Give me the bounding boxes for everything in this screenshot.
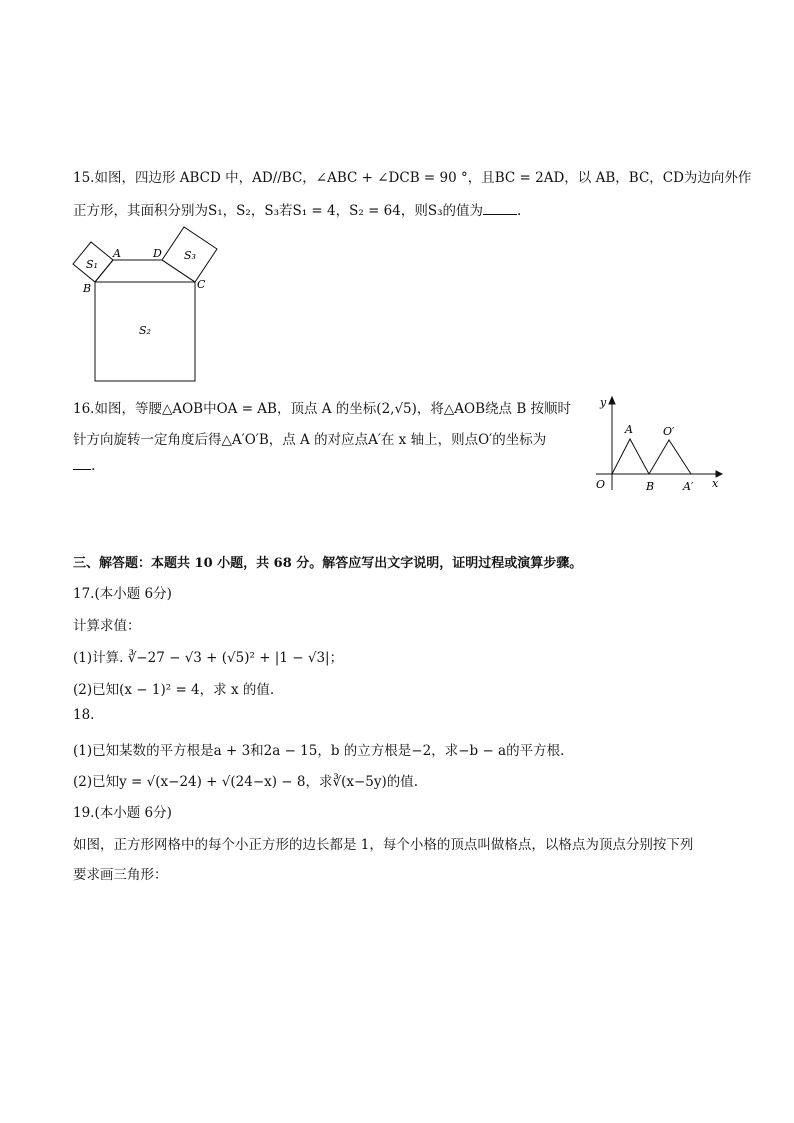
q16-tail: . [91,458,96,474]
q17-part2: (2)已知(x − 1)² = 4，求 x 的值. [73,682,275,698]
label-b: B [83,282,92,295]
label-a: A [625,423,633,436]
label-b: B [646,480,655,493]
label-x: x [712,477,719,490]
q15-line2 [73,199,521,219]
q19-header: 19.(本小题 6分) [73,805,172,821]
q16-line2: 针方向旋转一定角度后得△A′O′B，点 A 的对应点A′在 x 轴上，则点O′的坐标为 [73,432,547,448]
label-c: C [197,278,206,291]
q17-part1: (1)计算. ∛−27 − √3 + (√5)² + |1 − √3|； [73,650,344,666]
label-s3: S₃ [184,249,196,262]
q16-figure [592,394,726,496]
label-o: O [596,478,606,491]
answer-blank[interactable] [483,202,517,215]
triangle-aob [612,439,649,474]
q18-part1: (1)已知某数的平方根是a + 3和2a − 15，b 的立方根是−2，求−b − a的平方根. [73,743,565,759]
q19-line2: 要求画三角形： [73,867,168,883]
label-d: D [153,247,162,260]
q15-line1: 15.如图，四边形 ABCD 中，AD//BC，∠ABC + ∠DCB = 90 °，且BC = 2AD，以 AB，BC，CD为边向外作 [73,170,752,186]
q16-line1: 16.如图，等腰△AOB中OA = AB，顶点 A 的坐标(2,√5)，将△AOB绕点 B 按顺时 [73,401,572,417]
label-s2: S₂ [139,324,151,337]
y-axis-arrow [609,397,615,404]
q15-figure [66,222,226,386]
q17-header: 17.(本小题 6分) [73,586,172,602]
q18-header: 18. [73,707,95,723]
triangle-apopb [649,440,691,474]
q18-part2: (2)已知y = √(x−24) + √(24−x) − 8，求∛(x−5y)的值. [73,774,419,790]
label-s1: S₁ [86,258,98,271]
label-a-prime: A′ [683,480,694,493]
section-3-heading: 三、解答题：本题共 10 小题，共 68 分。解答应写出文字说明，证明过程或演算步骤。 [73,556,583,571]
q19-line1: 如图，正方形网格中的每个小正方形的边长都是 1，每个小格的顶点叫做格点，以格点为顶点分别按下列 [73,837,694,853]
q17-intro: 计算求值： [73,618,141,634]
answer-blank[interactable] [73,459,91,470]
q15-line2-text: 正方形，其面积分别为S₁，S₂，S₃若S₁ = 4，S₂ = 64，则S₃的值为 [73,203,484,219]
label-a: A [113,247,121,260]
q15-tail: . [517,203,522,219]
q16-line3 [73,458,95,474]
label-y: y [600,396,607,409]
label-o-prime: O′ [663,425,675,438]
